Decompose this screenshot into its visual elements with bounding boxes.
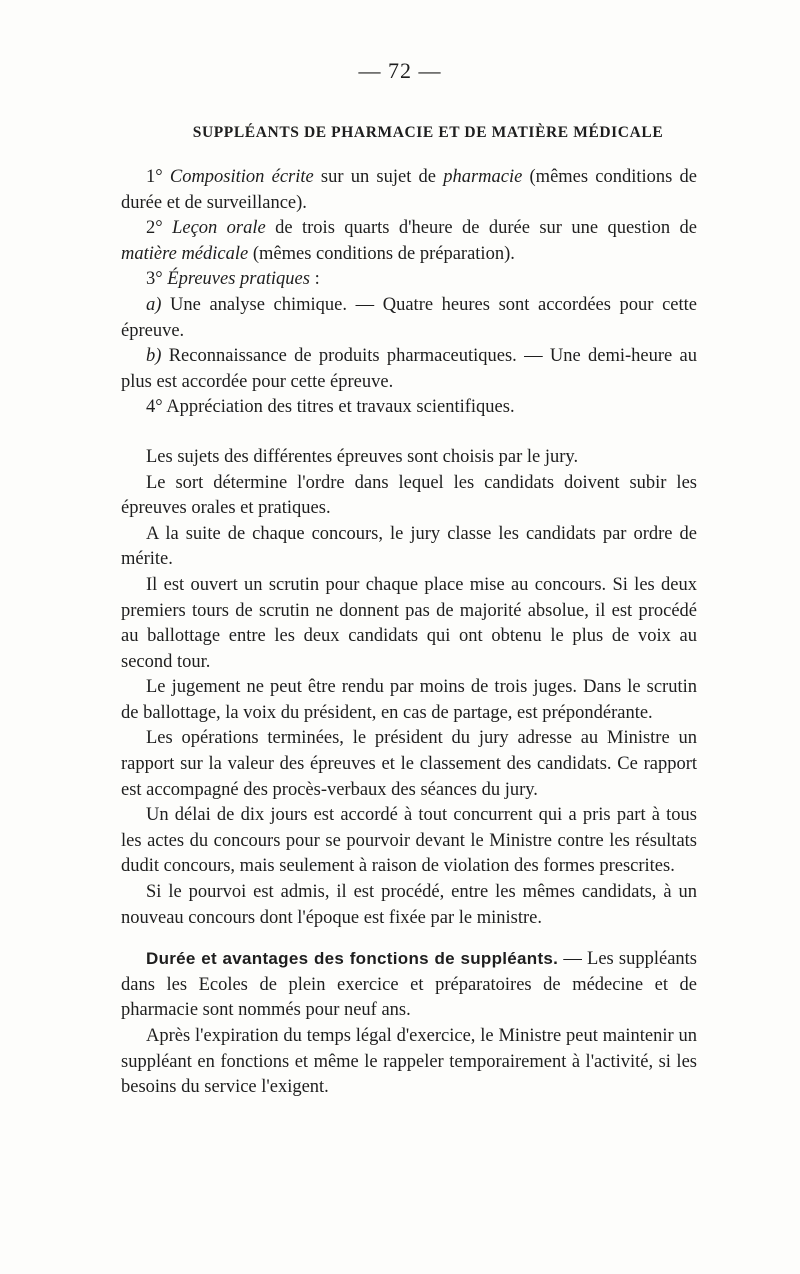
item-number: 4° xyxy=(146,397,163,418)
section-heading: SUPPLÉANTS DE PHARMACIE ET DE MATIÈRE MÉDICALE xyxy=(192,124,664,141)
item-text: de trois quarts d'heure de durée sur une question de xyxy=(265,218,698,239)
list-item-2 xyxy=(121,216,697,267)
spacer xyxy=(121,931,697,946)
item-number: 1° xyxy=(146,167,163,187)
item-text: Une analyse chimique. — Quatre heures sont accordées pour cette épreuve. xyxy=(121,294,697,341)
list-item-3a xyxy=(121,293,697,344)
item-letter: a) xyxy=(146,294,162,315)
item-emphasis: Épreuves pratiques xyxy=(167,269,310,290)
list-item-4 xyxy=(121,395,697,421)
paragraph: Les sujets des différentes épreuves sont choisis par le jury. xyxy=(146,446,579,467)
item-emphasis: Composition écrite xyxy=(169,167,314,187)
item-text: (mêmes conditions de préparation). xyxy=(248,243,515,264)
item-number: 2° xyxy=(146,218,163,239)
paragraph: Le sort détermine l'ordre dans lequel les candidats doivent subir les épreuves orales et pratiques. xyxy=(121,472,697,519)
item-text: : xyxy=(309,269,320,290)
item-number: 3° xyxy=(146,269,163,290)
paragraph: Si le pourvoi est admis, il est procédé, entre les mêmes candidats, à un nouveau concours dont l'époque est fixée par le ministre. xyxy=(121,882,697,928)
paragraph: Les opérations terminées, le président du jury adresse au Ministre un rapport sur la valeur des épreuves et le classement des candidats. Ce rapport est accompagné des procès-verbaux des séances du jury. xyxy=(121,728,697,800)
paragraph: Un délai de dix jours est accordé à tout concurrent qui a pris part à tous les actes du concours pour se pourvoir devant le Ministre contre les résultats dudit concours, mais seulement à raison de violation des formes prescrites. xyxy=(121,805,697,877)
item-text: Appréciation des titres et travaux scientifiques. xyxy=(162,397,515,418)
paragraph: A la suite de chaque concours, le jury classe les candidats par ordre de mérite. xyxy=(121,523,697,570)
item-letter: b) xyxy=(146,346,162,367)
list-item-3 xyxy=(121,267,697,293)
document-body xyxy=(121,165,697,1101)
item-text: Reconnaissance de produits pharmaceutiques. — Une demi-heure au plus est accordée pour cette épreuve. xyxy=(121,346,697,392)
paragraph: Il est ouvert un scrutin pour chaque place mise au concours. Si les deux premiers tours de scrutin ne donnent pas de majorité absolue, il est procédé au ballottage entre les deux candidats qui ont obtenu le plus de voix au second tour. xyxy=(121,574,697,672)
paragraph: Le jugement ne peut être rendu par moins de trois juges. Dans le scrutin de ballottage, la voix du président, en cas de partage, est prépondérante. xyxy=(121,677,697,723)
item-text: sur un sujet de xyxy=(313,167,444,187)
subsection-title: Durée et avantages des fonctions de suppléants. xyxy=(146,949,559,969)
section-paragraph xyxy=(121,946,697,1024)
spacer xyxy=(121,421,697,445)
list-item-3b xyxy=(121,344,697,395)
page-number: — 72 — xyxy=(358,58,442,83)
paragraph: Après l'expiration du temps légal d'exercice, le Ministre peut maintenir un suppléant en fonctions et même le rappeler temporairement à l'activité, si les besoins du service l'exigent. xyxy=(121,1026,697,1098)
item-emphasis: Leçon orale xyxy=(172,218,266,239)
subsection-text: — Les suppléants dans les Ecoles de plein exercice et préparatoires de médecine et de pharmacie sont nommés pour neuf ans. xyxy=(121,949,697,1021)
item-emphasis: pharmacie xyxy=(443,167,523,187)
item-text: (mêmes conditions de durée et de surveillance). xyxy=(121,167,698,213)
list-item-1 xyxy=(121,165,697,216)
item-emphasis: matière médicale xyxy=(121,243,249,264)
